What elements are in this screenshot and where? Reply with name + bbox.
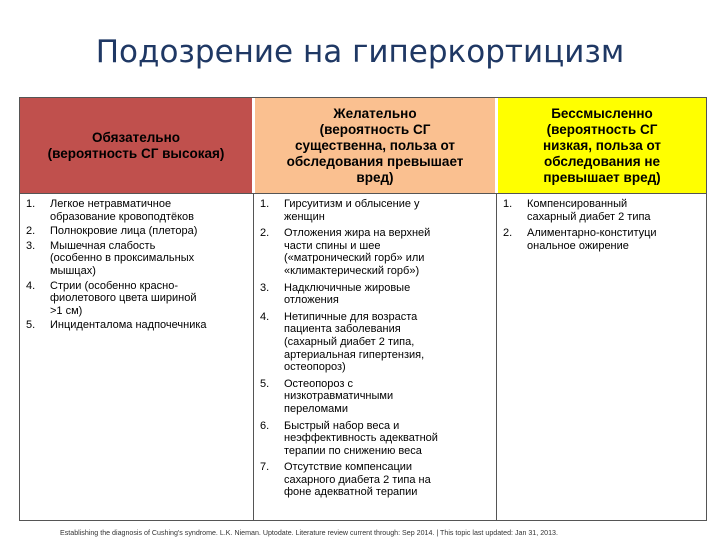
- list-item-text: Инциденталома надпочечника: [50, 319, 207, 332]
- column-divider: [253, 193, 254, 520]
- list-item-text: Отложения жира на верхней части спины и шее («матронический горб» или «климактерический горб»): [284, 227, 431, 277]
- list-item-text: Отсутствие компенсации сахарного диабета 2 типа на фоне адекватной терапии: [284, 461, 431, 499]
- list-item: 1. Легкое нетравматичное образование кровоподтёков: [26, 198, 194, 223]
- list-item: 6. Быстрый набор веса и неэффективность адекватной терапии по снижению веса: [260, 419, 438, 457]
- list-item-text: Легкое нетравматичное образование кровоподтёков: [50, 198, 194, 223]
- list-item: 2. Полнокровие лица (плетора): [26, 225, 198, 238]
- list-item-text: Надключичные жировые отложения: [284, 281, 411, 307]
- list-item-text: Стрии (особенно красно- фиолетового цвета шириной >1 см): [50, 279, 197, 317]
- list-item: 1. Гирсуитизм и облысение у женщин: [260, 198, 420, 223]
- list-item: 4. Нетипичные для возраста пациента заболевания (сахарный диабет 2 типа, артериальная гипертензия, остеопороз): [260, 310, 425, 374]
- list-item-text: Гирсуитизм и облысение у женщин: [284, 198, 420, 223]
- list-item: 3. Надключичные жировые отложения: [260, 281, 411, 307]
- header-mandatory: Обязательно (вероятность СГ высокая): [20, 98, 252, 193]
- list-item-text: Остеопороз с низкотравматичными переломами: [284, 377, 394, 415]
- list-item-text: Алиментарно-конституци ональное ожирение: [527, 227, 657, 252]
- list-item: 5. Инциденталома надпочечника: [26, 319, 207, 332]
- list-item: 5. Остеопороз с низкотравматичными переломами: [260, 377, 394, 415]
- column-divider: [496, 193, 497, 520]
- list-item: 3. Мышечная слабость (особенно в проксимальных мышцах): [26, 239, 195, 277]
- list-item-text: Нетипичные для возраста пациента заболевания (сахарный диабет 2 типа, артериальная гипертензия, остеопороз): [284, 310, 425, 374]
- list-item-text: Компенсированный сахарный диабет 2 типа: [527, 198, 651, 223]
- list-item-text: Мышечная слабость (особенно в проксимальных мышцах): [50, 239, 195, 277]
- list-item-text: Быстрый набор веса и неэффективность адекватной терапии по снижению веса: [284, 419, 438, 457]
- criteria-table: [19, 97, 707, 521]
- header-divider: [20, 193, 706, 194]
- list-item: 1. Компенсированный сахарный диабет 2 типа: [503, 198, 651, 223]
- header-desirable: Желательно (вероятность СГ существенна, польза от обследования превышает вред): [255, 98, 495, 193]
- mandatory-list: [26, 198, 250, 334]
- slide-title: Подозрение на гиперкортицизм: [95, 34, 625, 70]
- desirable-list: [260, 198, 492, 503]
- pointless-list: [503, 198, 703, 256]
- list-item: 7. Отсутствие компенсации сахарного диабета 2 типа на фоне адекватной терапии: [260, 461, 431, 499]
- header-pointless: Бессмысленно (вероятность СГ низкая, польза от обследования не превышает вред): [498, 98, 706, 193]
- list-item: 2. Отложения жира на верхней части спины и шее («матронический горб» или «климактерический горб»): [260, 227, 431, 277]
- list-item: 4. Стрии (особенно красно- фиолетового цвета шириной >1 см): [26, 279, 197, 317]
- citation-footer: Establishing the diagnosis of Cushing's syndrome. L.K. Nieman. Uptodate. Literature review current through: Sep 2014. | This topic last updated: Jan 31, 2013.: [60, 529, 558, 537]
- list-item: 2. Алиментарно-конституци ональное ожирение: [503, 227, 657, 252]
- list-item-text: Полнокровие лица (плетора): [50, 225, 198, 238]
